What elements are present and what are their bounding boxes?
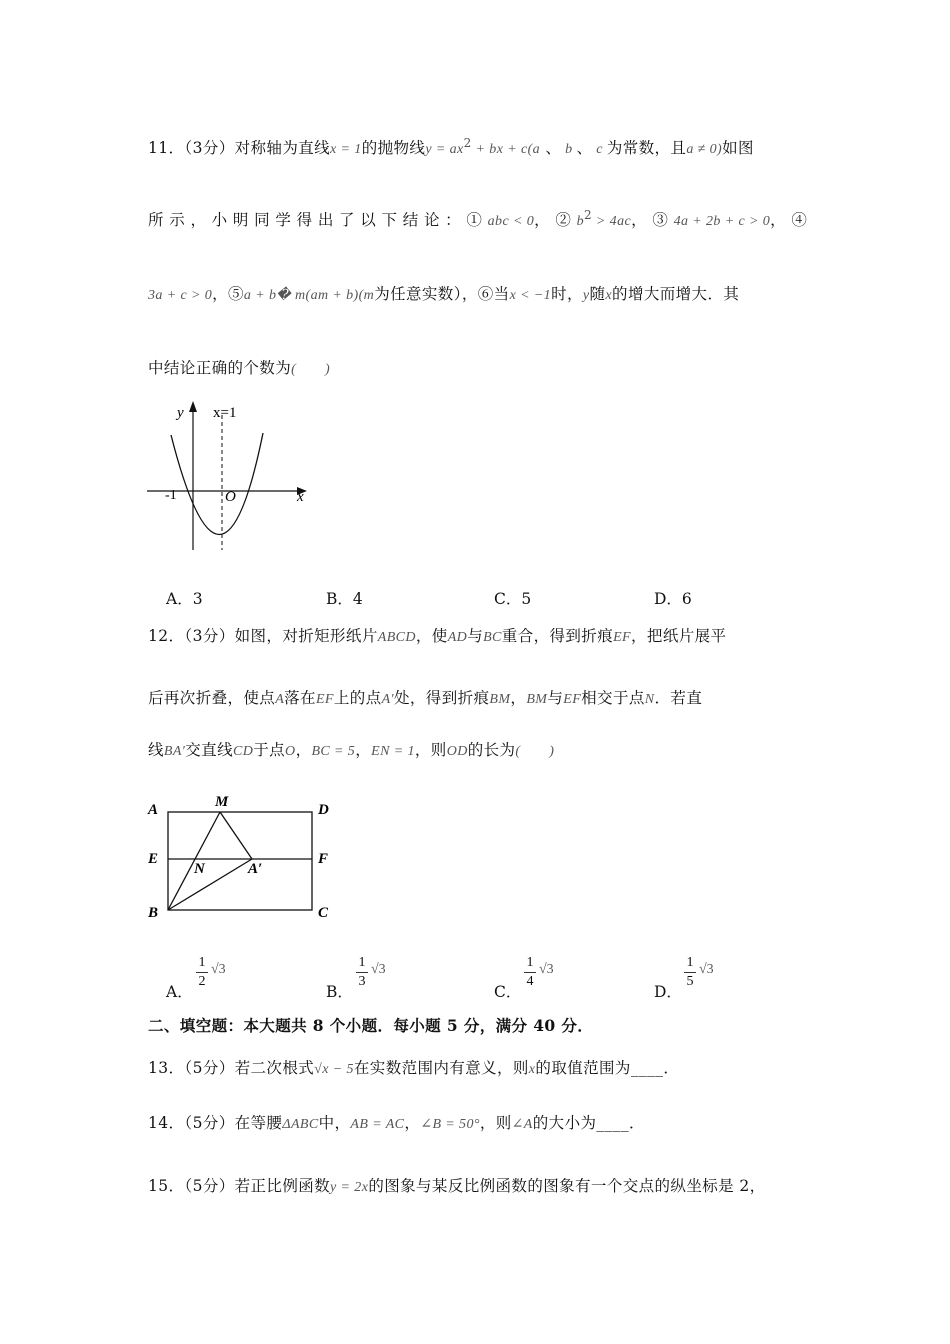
q11-option-b[interactable]: B．4: [326, 590, 363, 608]
graph-origin: O: [225, 489, 236, 505]
q11-option-a[interactable]: A．3: [166, 590, 203, 608]
fraction: 1 3: [356, 955, 368, 990]
label-F: F: [318, 851, 329, 867]
graph-axis-label: x=1: [213, 405, 237, 421]
q11-line3: 3a + c > 0，⑤a + b� m(am + b)(m为任意实数），⑥当x < −1时，y随x的增大而增大．其: [148, 285, 740, 303]
q12-rectangle-figure: [140, 788, 350, 928]
q12-line2: 后再次折叠，使点A落在EF上的点A′处，得到折痕BM，BM与EF相交于点N．若直: [148, 689, 703, 707]
q11-option-c[interactable]: C．5: [494, 590, 532, 608]
fraction: 1 2: [196, 955, 208, 990]
graph-x-label: x: [297, 489, 304, 505]
q13-line: 13．（5分）若二次根式√x − 5在实数范围内有意义，则x的取值范围为____．: [148, 1059, 680, 1077]
graph-neg-one: -1: [165, 488, 177, 503]
label-M: M: [215, 794, 229, 810]
label-A-prime: A′: [248, 861, 263, 877]
label-N: N: [194, 861, 205, 877]
section-2-heading: 二、填空题：本大题共 8 个小题．每小题 5 分，满分 40 分．: [148, 1016, 594, 1035]
label-A: A: [148, 802, 159, 818]
fraction: 1 4: [524, 955, 536, 990]
q11-line4: 中结论正确的个数为( ): [148, 359, 331, 377]
label-D: D: [318, 802, 329, 818]
q11-line2: 所 示 ， 小 明 同 学 得 出 了 以 下 结 论 ： ① abc < 0， ② $b^2 > 4ac$， ③ 4a + 2b + c > 0， ④: [148, 208, 808, 230]
q12-line3: 线BA′交直线CD于点O，BC = 5，EN = 1，则OD的长为( ): [148, 741, 555, 759]
q11-line1: 11．（3分）对称轴为直线x = 1的抛物线$y = ax^2$ + bx + c(a 、 b 、 c 为常数，且a ≠ 0)如图: [148, 136, 754, 158]
q11-option-d[interactable]: D．6: [654, 590, 692, 608]
q11-parabola-graph: [145, 395, 320, 560]
q12-line1: 12．（3分）如图，对折矩形纸片ABCD，使AD与BC重合，得到折痕EF，把纸片展平: [148, 627, 727, 645]
q14-line: 14．（5分）在等腰ΔABC中，AB = AC，∠B = 50°，则∠A的大小为____．: [148, 1114, 645, 1132]
label-E: E: [148, 851, 159, 867]
q15-line: 15．（5分）若正比例函数y = 2x的图象与某反比例函数的图象有一个交点的纵坐标是 2，: [148, 1177, 766, 1195]
label-B: B: [148, 905, 159, 921]
graph-y-label: y: [177, 405, 184, 421]
label-C: C: [318, 905, 329, 921]
fraction: 1 5: [684, 955, 696, 990]
